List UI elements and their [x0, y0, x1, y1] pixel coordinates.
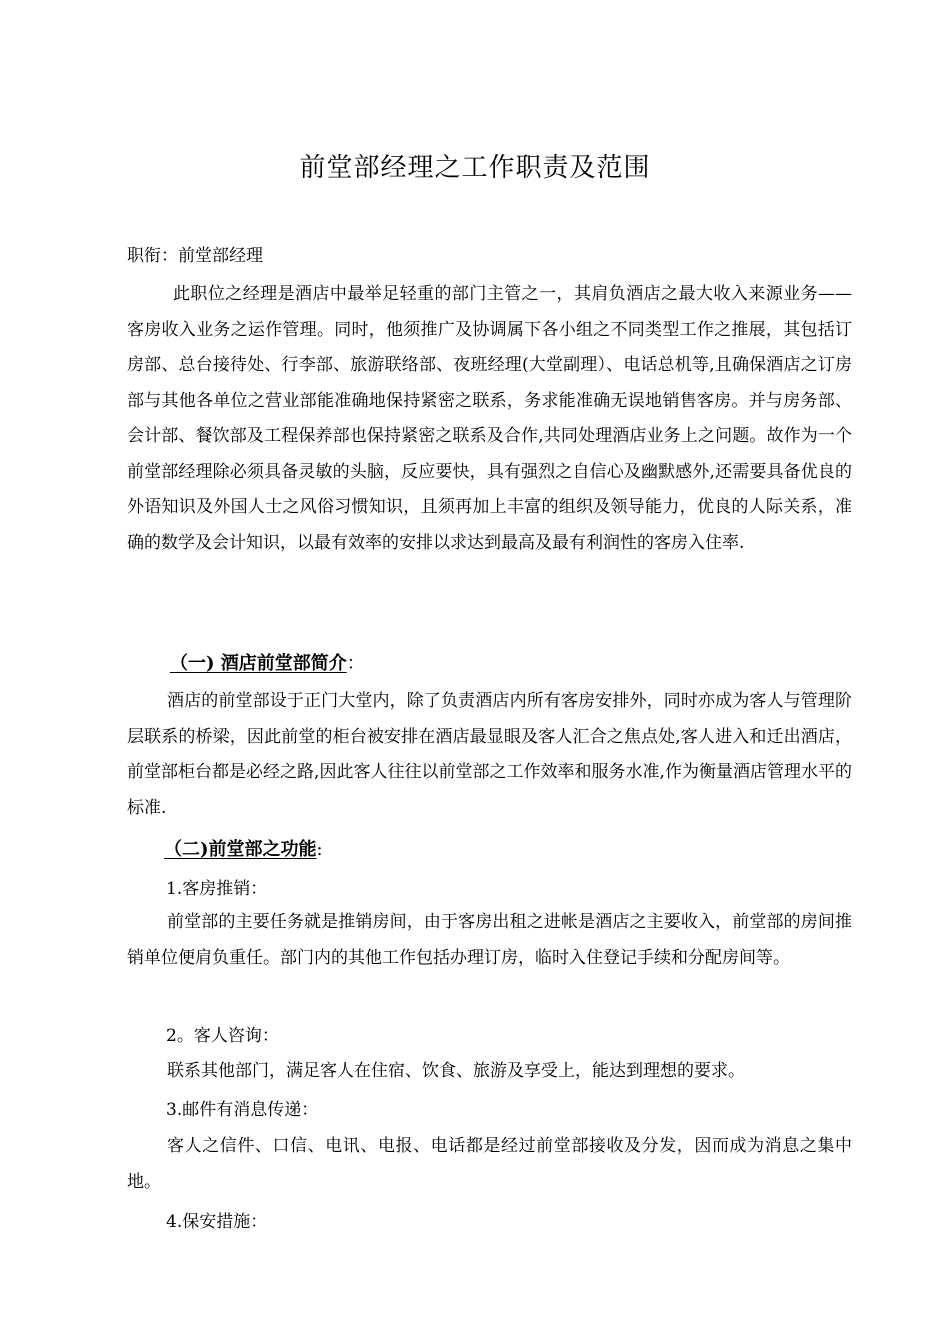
position-label: 职衔：前堂部经理	[127, 246, 263, 266]
section-heading-colon: :	[316, 839, 323, 860]
function-text-mail-messages: 客人之信件、口信、电讯、电报、电话都是经过前堂部接收及分发，因而成为消息之集中地。	[127, 1136, 852, 1192]
function-label-room-sales: 1.客房推销：	[166, 879, 268, 899]
intro-paragraph: 此职位之经理是酒店中最举足轻重的部门主管之一，其肩负酒店之最大收入来源业务——客房收入业务之运作管理。同时，他须推广及协调属下各小组之不同类型工作之推展，其包括订房部、总台接待处、行李部、旅游联络部、夜班经理(大堂副理）、电话总机等,且确保酒店之订房部与其他各单位之营业部能准确地保持紧密之联系，务求能准确无误地销售客房。并与房务部、会计部、餐饮部及工程保养部也保持紧密之联系及合作,共同处理酒店业务上之问题。故作为一个前堂部经理除必须具备灵敏的头脑，反应要快，具有强烈之自信心及幽默感外,还需要具备优良的外语知识及外国人士之风俗习惯知识，且须再加上丰富的组织及领导能力，优良的人际关系，准确的数学及会计知识，以最有效率的安排以求达到最高及最有利润性的客房入住率.	[127, 284, 852, 553]
section-paragraph-intro: 酒店的前堂部设于正门大堂内，除了负责酒店内所有客房安排外，同时亦成为客人与管理阶层联系的桥梁，因此前堂的柜台被安排在酒店最显眼及客人汇合之焦点处,客人进入和迁出酒店，前堂部柜台都是必经之路,因此客人往往以前堂部之工作效率和服务水准,作为衡量酒店管理水平的标准.	[127, 691, 852, 818]
section-heading-functions	[164, 836, 323, 864]
document-title: 前堂部经理之工作职责及范围	[299, 153, 651, 183]
section-heading-colon: ：	[346, 653, 365, 674]
function-label-mail-messages: 3.邮件有消息传递：	[166, 1100, 319, 1120]
section-heading-intro	[170, 650, 365, 678]
function-text-room-sales: 前堂部的主要任务就是推销房间，由于客房出租之进帐是酒店之主要收入，前堂部的房间推销单位便肩负重任。部门内的其他工作包括办理订房，临时入住登记手续和分配房间等。	[127, 912, 852, 968]
section-heading-text: （二)前堂部之功能	[164, 839, 317, 860]
function-label-guest-inquiry: 2。客人咨询：	[166, 1026, 279, 1046]
section-heading-text: （一) 酒店前堂部简介	[170, 653, 347, 674]
function-text-guest-inquiry: 联系其他部门，满足客人在住宿、饮食、旅游及享受上，能达到理想的要求。	[167, 1061, 745, 1081]
function-label-security: 4.保安措施：	[166, 1212, 268, 1232]
